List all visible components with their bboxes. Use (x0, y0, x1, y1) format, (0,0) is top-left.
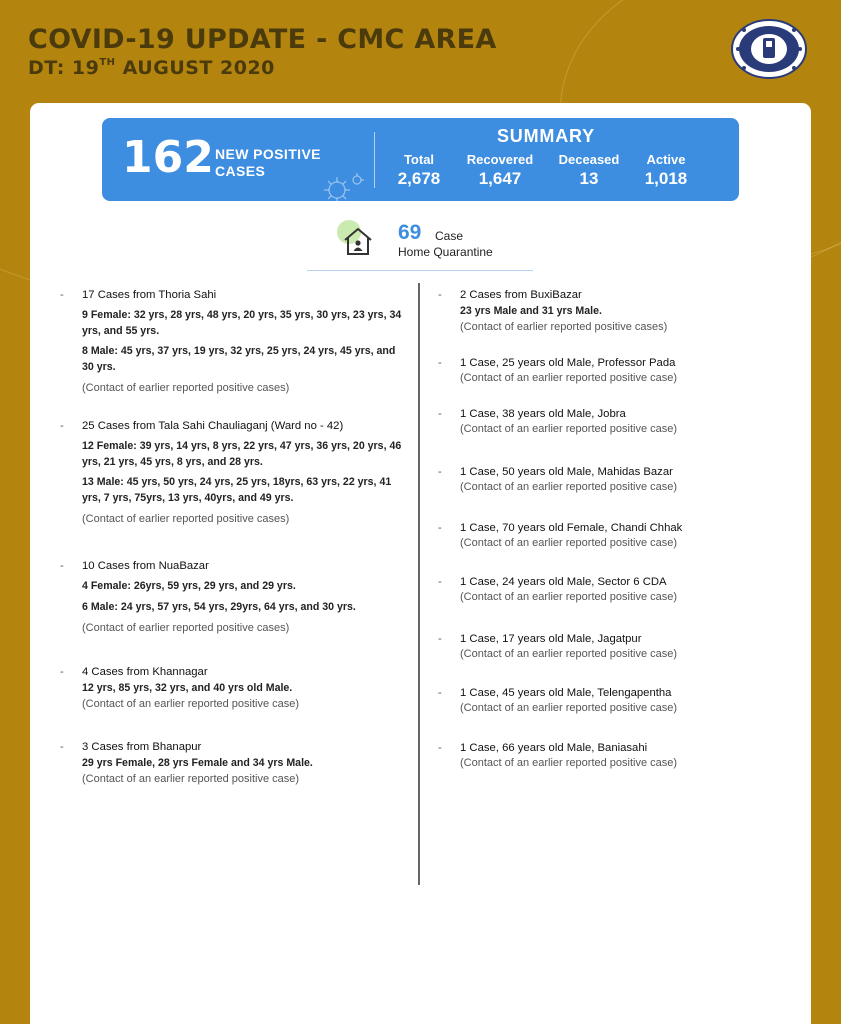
list-item: - 1 Case, 24 years old Male, Sector 6 CDA (Contact of an earlier reported positive case) (438, 574, 798, 605)
stat-active (640, 152, 692, 189)
case-heading: 2 Cases from BuxiBazar (460, 289, 582, 301)
stat-value: 1,647 (478, 169, 522, 188)
case-heading: 1 Case, 45 years old Male, Telengapentha (460, 687, 672, 699)
list-item: - 2 Cases from BuxiBazar 23 yrs Male and 31 yrs Male. (Contact of earlier reported positive cases) (438, 287, 798, 335)
case-note: (Contact of earlier reported positive cases) (460, 320, 668, 333)
quarantine-case-word: Case (435, 229, 464, 243)
case-detail: 6 Male: 24 yrs, 57 yrs, 54 yrs, 29yrs, 64 yrs, and 30 yrs. (82, 600, 356, 613)
case-detail: 12 yrs, 85 yrs, 32 yrs, and 40 yrs old Male. (82, 682, 293, 694)
list-item: - 1 Case, 50 years old Male, Mahidas Bazar (Contact of an earlier reported positive case) (438, 464, 798, 495)
date-prefix: DT: 19 (28, 57, 100, 79)
case-note: (Contact of an earlier reported positive case) (460, 537, 678, 549)
case-heading: 1 Case, 70 years old Female, Chandi Chhak (460, 522, 683, 534)
case-heading: 3 Cases from Bhanapur (82, 741, 202, 753)
case-note: (Contact of an earlier reported positive case) (82, 697, 300, 710)
list-item: - 1 Case, 66 years old Male, Baniasahi (Contact of an earlier reported positive case) (438, 740, 798, 771)
case-heading: 25 Cases from Tala Sahi Chauliaganj (Ward no - 42) (82, 420, 344, 432)
case-detail: 4 Female: 26yrs, 59 yrs, 29 yrs, and 29 yrs. (82, 580, 296, 592)
list-item: - 1 Case, 25 years old Male, Professor Pada (Contact of an earlier reported positive case) (438, 355, 798, 386)
house-person-icon (335, 218, 379, 262)
summary-title: SUMMARY (497, 126, 595, 146)
case-heading: 1 Case, 25 years old Male, Professor Pada (460, 357, 676, 369)
case-heading: 4 Cases from Khannagar (82, 666, 208, 678)
case-note: (Contact of earlier reported positive cases) (82, 513, 290, 525)
list-item: - 1 Case, 38 years old Male, Jobra (Contact of an earlier reported positive case) (438, 406, 798, 437)
case-detail: 9 Female: 32 yrs, 28 yrs, 48 yrs, 20 yrs, 35 yrs, 30 yrs, 23 yrs, 34 yrs, and 55 yrs. (82, 309, 402, 337)
case-note: (Contact of an earlier reported positive case) (460, 591, 678, 603)
case-detail: 23 yrs Male and 31 yrs Male. (460, 305, 602, 317)
home-quarantine (335, 218, 535, 268)
list-item: - 25 Cases from Tala Sahi Chauliaganj (Ward no - 42) 12 Female: 39 yrs, 14 yrs, 8 yrs, 22 yrs, 47 yrs, 36 yrs, 20 yrs, 46 yrs, 21 yrs, 45 yrs, 8 yrs, and 28 yrs. 13 Male: 45 yrs, 50 yrs, 24 yrs, 25 yrs, 18yrs, 63 yrs, 22 yrs, 41 yrs, 7 yrs, 75yrs, 13 yrs, 40yrs, and 49 yrs. (Contact of earlier reported positive cases) (60, 418, 410, 527)
case-heading: 1 Case, 50 years old Male, Mahidas Bazar (460, 466, 673, 478)
banner-divider (374, 132, 375, 188)
date-rest: AUGUST 2020 (115, 57, 275, 79)
case-detail: 13 Male: 45 yrs, 50 yrs, 24 yrs, 25 yrs, 18yrs, 63 yrs, 22 yrs, 41 yrs, 7 yrs, 75yrs, 13 yrs, 40yrs, and 49 yrs. (82, 476, 392, 504)
list-item: - 1 Case, 70 years old Female, Chandi Chhak (Contact of an earlier reported positive case) (438, 520, 798, 551)
case-note: (Contact of an earlier reported positive case) (460, 757, 678, 769)
page-title: COVID-19 UPDATE - CMC AREA (28, 24, 497, 55)
case-note: (Contact of earlier reported positive cases) (82, 622, 290, 634)
case-note: (Contact of an earlier reported positive case) (460, 648, 678, 660)
case-detail: 8 Male: 45 yrs, 37 yrs, 19 yrs, 32 yrs, 25 yrs, 24 yrs, 45 yrs, and 30 yrs. (82, 345, 396, 373)
case-heading: 1 Case, 38 years old Male, Jobra (460, 408, 626, 420)
stat-value: 13 (579, 169, 599, 188)
case-note: (Contact of an earlier reported positive case) (460, 702, 678, 714)
stat-label: Deceased (558, 152, 620, 167)
list-item: - 1 Case, 45 years old Male, Telengapentha (Contact of an earlier reported positive case) (438, 685, 798, 716)
case-heading: 1 Case, 66 years old Male, Baniasahi (460, 742, 648, 754)
emblem-logo-icon (730, 18, 808, 80)
stat-deceased (554, 152, 624, 189)
stat-value: 2,678 (397, 169, 441, 188)
quarantine-label: Home Quarantine (398, 245, 493, 259)
case-heading: 10 Cases from NuaBazar (82, 560, 209, 572)
date-suffix: TH (99, 56, 116, 68)
case-heading: 1 Case, 17 years old Male, Jagatpur (460, 633, 642, 645)
case-note: (Contact of an earlier reported positive case) (82, 772, 300, 785)
column-divider (418, 283, 420, 885)
case-detail: 29 yrs Female, 28 yrs Female and 34 yrs Male. (82, 757, 313, 769)
case-note: (Contact of an earlier reported positive case) (460, 481, 678, 493)
stat-value: 1,018 (644, 169, 688, 188)
stat-label: Total (403, 152, 435, 167)
report-date (28, 57, 275, 79)
quarantine-underline (307, 270, 533, 271)
case-note: (Contact of earlier reported positive cases) (82, 382, 290, 394)
stat-label: Active (646, 152, 686, 167)
list-item: - 3 Cases from Bhanapur 29 yrs Female, 28 yrs Female and 34 yrs Male. (Contact of an earlier reported positive case) (60, 739, 410, 787)
summary-banner (102, 118, 739, 201)
stat-total (394, 152, 444, 189)
list-item: - 17 Cases from Thoria Sahi 9 Female: 32 yrs, 28 yrs, 48 yrs, 20 yrs, 35 yrs, 30 yrs, 23 yrs, 34 yrs, and 55 yrs. 8 Male: 45 yrs, 37 yrs, 19 yrs, 32 yrs, 25 yrs, 24 yrs, 45 yrs, and 30 yrs. (Contact of earlier reported positive cases) (60, 287, 410, 396)
case-heading: 1 Case, 24 years old Male, Sector 6 CDA (460, 576, 667, 588)
stat-label: Recovered (466, 152, 534, 167)
list-item: - 1 Case, 17 years old Male, Jagatpur (Contact of an earlier reported positive case) (438, 631, 798, 662)
content-card (30, 103, 811, 1024)
virus-icon (317, 168, 367, 201)
new-cases-label: NEW POSITIVE CASES (215, 146, 321, 179)
case-note: (Contact of an earlier reported positive case) (460, 423, 678, 435)
new-cases-count: 162 (122, 132, 214, 183)
list-item: - 10 Cases from NuaBazar 4 Female: 26yrs, 59 yrs, 29 yrs, and 29 yrs. 6 Male: 24 yrs, 57 yrs, 54 yrs, 29yrs, 64 yrs, and 30 yrs. (Contact of earlier reported positive cases) (60, 558, 410, 636)
stat-recovered (462, 152, 538, 189)
case-note: (Contact of an earlier reported positive case) (460, 372, 678, 384)
quarantine-count: 69 (398, 221, 422, 244)
case-heading: 17 Cases from Thoria Sahi (82, 289, 217, 301)
case-detail: 12 Female: 39 yrs, 14 yrs, 8 yrs, 22 yrs, 47 yrs, 36 yrs, 20 yrs, 46 yrs, 21 yrs, 45 yrs, 8 yrs, and 28 yrs. (82, 440, 402, 468)
list-item: - 4 Cases from Khannagar 12 yrs, 85 yrs, 32 yrs, and 40 yrs old Male. (Contact of an earlier reported positive case) (60, 664, 410, 712)
